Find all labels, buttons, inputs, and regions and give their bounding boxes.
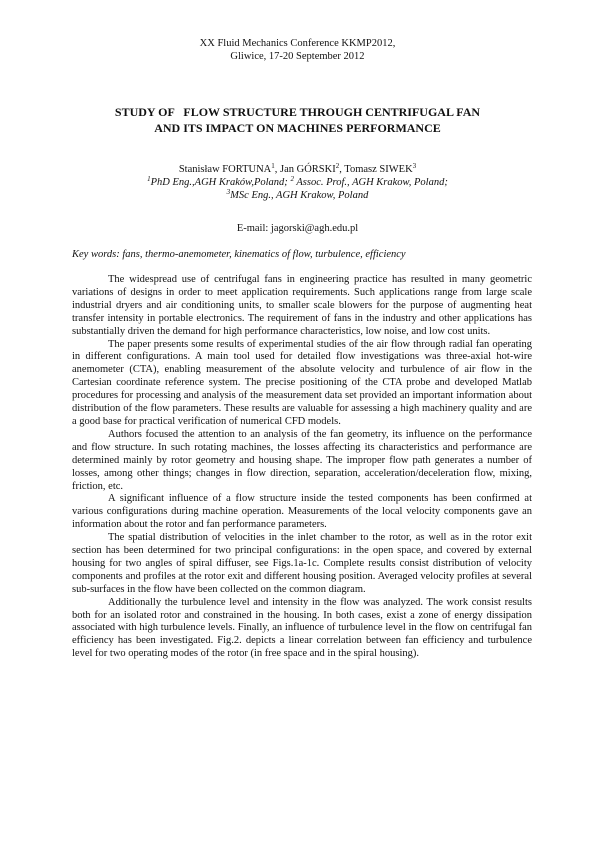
author-superscript: 3 bbox=[412, 162, 417, 170]
author-name: Stanisław FORTUNA bbox=[178, 164, 272, 175]
body-paragraph: The paper presents some results of experimental studies of the air flow through radial fan operating in different configurations. A main tool used for detailed flow investigations was three-axial hot-wire anemometer (CTA), enabling measurement of the absolute velocity and turbulence of air flow in the Cartesian coordinate reference system. The precise positioning of the CTA probe and developed Matlab procedures for processing and analysis of the measurement data set provided an important information about distribution of the flow parameters. These results are valuable for assessing a high machinery quality and are a good base for practical verification of numerical CFD models. bbox=[72, 338, 532, 427]
body-paragraph: A significant influence of a flow structure inside the tested components has been confirmed at various configurations during machine operation. Measurements of the local velocity components gave an information about the rotor and fan performance parameters. bbox=[72, 493, 532, 531]
affiliation-superscript: 3 bbox=[226, 188, 231, 196]
paper-title bbox=[60, 104, 535, 136]
author-superscript: 2 bbox=[335, 162, 340, 170]
paper-title-line-2: AND ITS IMPACT ON MACHINES PERFORMANCE bbox=[154, 121, 441, 135]
affiliation-line bbox=[0, 176, 595, 189]
conference-header bbox=[0, 37, 595, 63]
affiliation-text: MSc Eng., AGH Krakow, Poland bbox=[230, 190, 369, 201]
author-superscript: 1 bbox=[271, 162, 275, 170]
author-list: Stanisław FORTUNA$^1$, Jan GÓRSKI$^2$, Tomasz SIWEK$^3$ bbox=[178, 162, 417, 175]
author-name: Tomasz SIWEK bbox=[344, 164, 413, 175]
paper-title-line-1: STUDY OF FLOW STRUCTURE THROUGH CENTRIFUGAL FAN bbox=[114, 105, 481, 119]
affiliation-text: PhD Eng.,AGH Kraków,Poland; bbox=[150, 177, 288, 188]
affiliation-superscript: 2 bbox=[290, 175, 294, 183]
abstract-body bbox=[72, 274, 532, 661]
conference-place-date: Gliwice, 17-20 September 2012 bbox=[230, 51, 365, 62]
body-paragraph: Additionally the turbulence level and intensity in the flow was analyzed. The work consist results both for an isolated rotor and constrained in the housing. In both cases, exist a zone of energy dissipation associated with high turbulence levels. Finally, an influence of turbulence level in the flow on centrifugal fan efficiency has been investigated. Fig.2. depicts a linear correlation between fan efficiency and turbulence level for two operating modes of the rotor (in free space and in the spiral housing). bbox=[72, 596, 532, 660]
body-paragraph: Authors focused the attention to an analysis of the fan geometry, its influence on the performance and flow structure. In such rotating machines, the losses affecting its characteristics and performance are determined mainly by rotor geometry and housing shape. The improper flow path generates a number of losses, among other things; changes in flow direction, separation, acceleration/deceleration flow, mixing, friction, etc. bbox=[72, 428, 532, 492]
author-name: Jan GÓRSKI bbox=[280, 164, 336, 175]
author-block bbox=[0, 163, 595, 202]
body-paragraph: The spatial distribution of velocities in the inlet chamber to the rotor, as well as in the rotor exit section has been determined for two principal configurations: in the open space, and covered by external housing for two angles of spiral diffuser, see Figs.1a-1c. Complete results consist distribution of velocity components and profiles at the rotor exit and different housing position. Averaged velocity profiles at several sub-surfaces in the flow have been collected on the common diagram. bbox=[72, 532, 532, 595]
conference-name: XX Fluid Mechanics Conference KKMP2012, bbox=[199, 38, 396, 49]
body-paragraph: The widespread use of centrifugal fans in engineering practice has resulted in many geometric variations of designs in order to meet application requirements. Such applications range from large scale industrial dryers and air conditioning units, to smaller scale blowers for the purpose of augmenting heat transfer intensity in portable electronics. The requirement of fans in the industry and other applications has substantially driven the demand for high performance characteristics, low noise, and low cost units. bbox=[72, 274, 532, 337]
affiliation-line bbox=[0, 189, 595, 202]
keywords-line: Key words: fans, thermo-anemometer, kinematics of flow, turbulence, efficiency bbox=[72, 249, 406, 260]
affiliation-superscript: 1 bbox=[147, 175, 151, 183]
affiliation-text: Assoc. Prof., AGH Krakow, Poland; bbox=[296, 177, 448, 188]
contact-email: E-mail: jagorski@agh.edu.pl bbox=[236, 223, 359, 234]
